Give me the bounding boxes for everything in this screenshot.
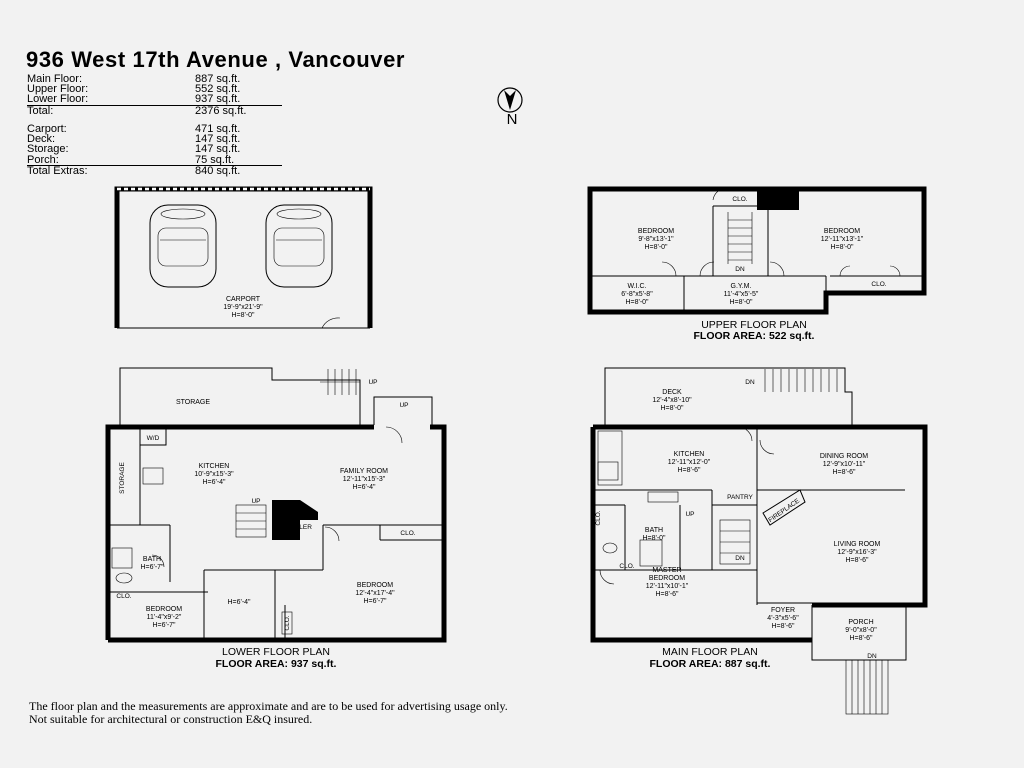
- area-row-main: Main Floor: 887 sq.ft.: [27, 73, 241, 85]
- main-plan-area: FLOOR AREA: 887 sq.ft.: [649, 658, 771, 670]
- upper-bedroom2-dims: 12'-11"x13'-1": [820, 236, 864, 243]
- lower-side-storage-label: STORAGE: [119, 462, 126, 494]
- carport-label: CARPORT: [225, 296, 261, 303]
- upper-plan-area: FLOOR AREA: 522 sq.ft.: [693, 330, 815, 342]
- deck-stairs-down-label: DN: [745, 379, 755, 386]
- disclaimer-line-2: Not suitable for architectural or construction E&Q insured.: [29, 712, 313, 726]
- lower-kitchen-label: KITCHEN: [198, 463, 230, 470]
- extras-row-storage: Storage: 147 sq.ft.: [27, 143, 241, 156]
- upper-bedroom2-label: BEDROOM: [823, 228, 861, 235]
- main-plan-title: MAIN FLOOR PLAN: [662, 646, 758, 658]
- lower-bedroom2-height: H=6'-7": [363, 598, 387, 605]
- master-bedroom-label: MASTER: [652, 567, 682, 574]
- lower-bath-height: H=6'-7": [140, 564, 164, 571]
- upper-bedroom1-dims: 9'-8"x13'-1": [638, 236, 674, 243]
- upper-bedroom1-height: H=8'-0": [644, 244, 668, 251]
- upper-bedroom2-height: H=8'-0": [830, 244, 854, 251]
- carport-dims: 19'-9"x21'-9": [223, 304, 263, 311]
- lower-kitchen-height: H=6'-4": [202, 479, 226, 486]
- lower-closet1-label: CLO.: [116, 593, 132, 600]
- lower-stairs-up-label-3: UP: [251, 498, 261, 505]
- lower-family-room-height: H=6'-4": [352, 484, 376, 491]
- upper-gym-label: G.Y.M.: [730, 283, 752, 290]
- upper-bedroom1-label: BEDROOM: [637, 228, 675, 235]
- lower-bedroom1-dims: 11'-4"x9'-2": [146, 614, 182, 621]
- porch-dims: 9'-0"x8'-0": [845, 627, 877, 634]
- area-row-upper: Upper Floor: 552 sq.ft.: [27, 83, 241, 96]
- porch-label: PORCH: [848, 619, 874, 626]
- property-address-title: 936 West 17th Avenue , Vancouver: [26, 47, 406, 72]
- upper-stairs-down-label: DN: [735, 266, 745, 273]
- lower-stairs-up-label-1: UP: [368, 379, 378, 386]
- main-stairs-down-label: DN: [735, 555, 745, 562]
- disclaimer-line-1: The floor plan and the measurements are approximate and are to be used for advertising usage only.: [29, 699, 508, 713]
- upper-wic-height: H=8'-0": [625, 299, 649, 306]
- master-bedroom-dims: 12'-11"x10'-1": [645, 583, 689, 590]
- area-row-lower: Lower Floor: 937 sq.ft.: [27, 93, 241, 106]
- living-room-height: H=8'-6": [845, 557, 869, 564]
- main-closet1-label: CLO.: [595, 510, 602, 526]
- fireplace-label: FIREPLACE: [767, 497, 801, 524]
- lower-closet3-label: CLO.: [284, 615, 291, 631]
- lower-floor-plan: [108, 368, 444, 670]
- washer-dryer-label: W/D: [146, 435, 160, 442]
- upper-closet2-label: CLO.: [871, 281, 887, 288]
- lower-family-room-dims: 12'-11"x15'-3": [342, 476, 386, 483]
- extras-row-porch: Porch: 75 sq.ft.: [27, 153, 235, 166]
- carport-plan: [117, 189, 370, 328]
- main-bath-height: H=8'-0": [642, 535, 666, 542]
- lower-plan-title: LOWER FLOOR PLAN: [222, 646, 330, 658]
- main-closet2-label: CLO.: [619, 563, 635, 570]
- lower-plan-area: FLOOR AREA: 937 sq.ft.: [215, 658, 337, 670]
- upper-floor-plan: [590, 188, 924, 342]
- living-room-label: LIVING ROOM: [833, 541, 881, 548]
- extras-row-deck: Deck: 147 sq.ft.: [27, 133, 241, 146]
- north-arrow-icon: [498, 88, 522, 128]
- porch-height: H=8'-6": [849, 635, 873, 642]
- main-bath-label: BATH: [644, 527, 664, 534]
- dining-room-label: DINING ROOM: [819, 453, 869, 460]
- lower-closet2-label: CLO.: [400, 530, 416, 537]
- main-kitchen-dims: 12'-11"x12'-0": [667, 459, 711, 466]
- master-bedroom-height: H=8'-6": [655, 591, 679, 598]
- extras-row-total: Total Extras: 840 sq.ft.: [27, 165, 282, 176]
- upper-gym-dims: 11'-4"x5'-5": [723, 291, 759, 298]
- lower-bedroom1-height: H=6'-7": [152, 622, 176, 629]
- disclaimer: [29, 700, 508, 726]
- deck-label: DECK: [662, 389, 682, 396]
- living-room-dims: 12'-9"x16'-3": [837, 549, 877, 556]
- lower-bedroom2-dims: 12'-4"x17'-4": [355, 590, 395, 597]
- lower-stairs-up-label-2: UP: [399, 402, 409, 409]
- car-icon: [266, 205, 332, 287]
- lower-bath-label: BATH: [142, 556, 162, 563]
- upper-gym-height: H=8'-0": [729, 299, 753, 306]
- lower-kitchen-dims: 10'-9"x15'-3": [194, 471, 234, 478]
- dining-room-height: H=8'-6": [832, 469, 856, 476]
- lower-storage-label: STORAGE: [175, 399, 211, 406]
- area-row-total: Total: 2376 sq.ft.: [27, 105, 282, 116]
- foyer-dims: 4'-3"x5'-6": [767, 615, 799, 622]
- deck-height: H=8'-0": [660, 405, 684, 412]
- foyer-label: FOYER: [770, 607, 796, 614]
- dining-room-dims: 12'-9"x10'-11": [822, 461, 866, 468]
- lower-family-room-label: FAMILY ROOM: [340, 468, 388, 475]
- main-floor-plan: [593, 368, 925, 714]
- foyer-height: H=8'-6": [771, 623, 795, 630]
- upper-wic-dims: 6'-8"x5'-8": [621, 291, 653, 298]
- lower-hall-height: H=6'-4": [227, 599, 251, 606]
- compass-letter: N: [506, 111, 518, 128]
- main-kitchen-label: KITCHEN: [673, 451, 705, 458]
- upper-closet1-label: CLO.: [732, 196, 748, 203]
- carport-height: H=8'-0": [231, 312, 255, 319]
- upper-plan-title: UPPER FLOOR PLAN: [701, 319, 807, 331]
- master-bedroom-label-2: BEDROOM: [648, 575, 686, 582]
- pantry-label: PANTRY: [727, 494, 753, 501]
- upper-wic-label: W.I.C.: [627, 283, 647, 290]
- extras-row-carport: Carport: 471 sq.ft.: [27, 123, 241, 135]
- lower-bedroom1-label: BEDROOM: [145, 606, 183, 613]
- main-kitchen-height: H=8'-6": [677, 467, 701, 474]
- lower-bedroom2-label: BEDROOM: [356, 582, 394, 589]
- boiler-label: BOILER: [288, 524, 312, 531]
- porch-stairs-down-label: DN: [867, 653, 877, 660]
- main-stairs-up-label: UP: [685, 511, 695, 518]
- deck-dims: 12'-4"x8'-10": [652, 397, 692, 404]
- car-icon: [150, 205, 216, 287]
